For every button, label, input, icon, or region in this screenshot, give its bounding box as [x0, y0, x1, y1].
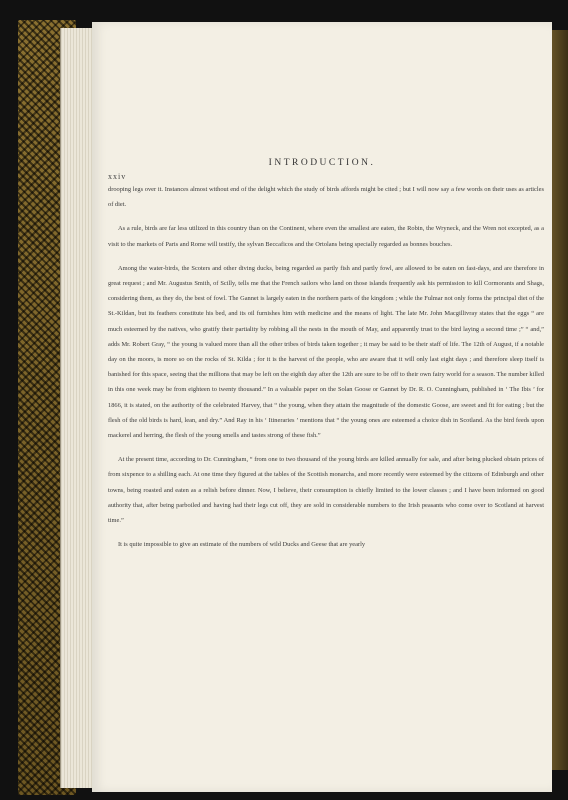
book-page	[92, 22, 552, 792]
paragraph: It is quite impossible to give an estimate of the numbers of wild Ducks and Geese that are yearly	[118, 541, 366, 549]
paragraph: drooping legs over it. Instances almost without end of the delight which the study of birds affords might be cited ; but I will now say a few words on their uses as articles of diet.	[108, 186, 544, 209]
paragraph: Among the water-birds, the Scoters and other diving ducks, being regarded as partly fish and partly fowl, are allowed to be eaten on fast-days, and are therefore in great request ; and Mr. Augustus Smith, of Scilly, tells me that the French sailors who land on those islands frequently ask his permission to kill Cormorants and Shags, considering them, as they do, the best of fowl. The Gannet is largely eaten in the northern parts of the kingdom ; while the Fulmar not only forms the principal diet of the St.-Kildan, but its feathers constitute his bed, and its oil furnishes him with medicine and the means of light. The late Mr. John Macgillivray states that the eggs “ are much esteemed by the natives, who gratify their partiality by robbing all the nests in the mouth of May, and apparently trust to the bird laying a second time ;” “ and,” adds Mr. Robert Gray, “ the young is valued more than all the other tribes of birds taken together ; it may be said to be their staff of life. The 12th of August, if a notable day on the moors, is more so on the rocks of St. Kilda ; for it is the harvest of the people, who are aware that it will only last eight days ; and therefore sleep itself is banished for this space, seeing that the millions that may be left on the eighth day after the 12th are sure to be off to their own fairy world for a season. The number killed in this one week may be from eighteen to twenty thousand.” In a valuable paper on the Solan Goose or Gannet by Dr. R. O. Cunningham, published in ‘ The Ibis ’ for 1866, it is stated, on the authority of the celebrated Harvey, that “ the young, when they attain the magnitude of the domestic Goose, are sweet and fit for eating ; but the flesh of the old birds is hard, lean, and dry.” And Ray in his ‘ Itineraries ’ mentions that “ the young ones are esteemed a choice dish in Scotland. As the bird feeds upon mackerel and herring, the flesh of the young smells and tastes strong of these fish.”	[108, 264, 544, 440]
page-number: xxiv	[108, 172, 127, 181]
paragraph: As a rule, birds are far less utilized in this country than on the Continent, where even the smallest are eaten, the Robin, the Wryneck, and the Wren not excepted, as a visit to the markets of Paris and Rome will testify, the sylvan Beccaficos and the Ortolans being specially regarded as bonnes bouches.	[108, 225, 544, 248]
body-text	[108, 182, 544, 561]
paragraph: At the present time, according to Dr. Cunningham, “ from one to two thousand of the young birds are killed annually for sale, and after being plucked obtain prices of from sixpence to a shilling each. At one time they figured at the tables of the Scottish monarchs, and more recently were esteemed by the citizens of Edinburgh and other towns, being roasted and eaten as a relish before dinner. Now, I believe, their consumption is chiefly limited to the lower classes ; and I have been informed on good authority that, after being parboiled and having had their legs cut off, they are sold in considerable numbers to the Irish peasants who come over to Scotland at harvest time.”	[108, 456, 544, 525]
running-head: INTRODUCTION.	[268, 158, 376, 168]
